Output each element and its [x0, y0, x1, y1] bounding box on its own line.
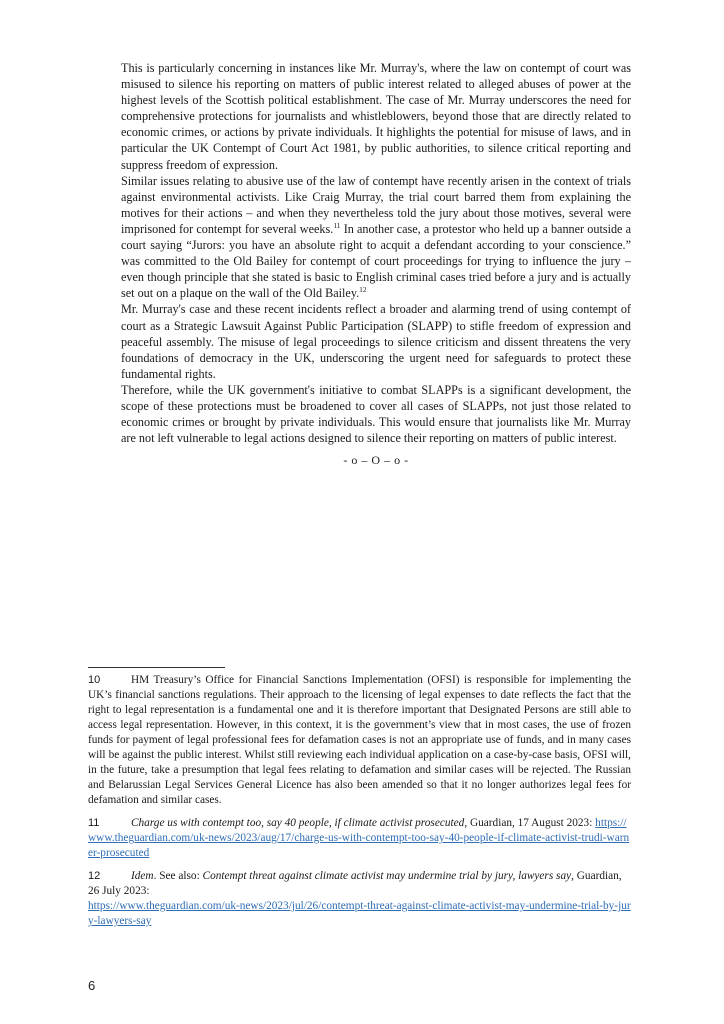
body-text [121, 60, 631, 468]
paragraph-2-part-1: Similar issues relating to abusive use of the law of contempt have recently arisen in the context of trials against environmental activists. Like Craig Murray, the trial court barred them from explaining the motives for their actions – and when they nevertheless told the jury about those motives, several were imprisoned for contempt for several weeks. [121, 173, 631, 236]
paragraph-4: Therefore, while the UK government's initiative to combat SLAPPs is a significant development, the scope of these protections must be broadened to cover all cases of SLAPPs, not just those related to economic crimes or brought by private individuals. This would ensure that journalists like Mr. Murray are not left vulnerable to legal actions designed to silence their reporting on matters of public interest. [121, 382, 631, 446]
footnote-source: , Guardian, 26 July 2023: [88, 870, 622, 897]
footnote-number: 12 [88, 870, 101, 882]
footnote-divider [88, 667, 225, 668]
footnote-article-title: Contempt threat against climate activist may undermine trial by jury, lawyers say [202, 870, 572, 882]
footnote-link[interactable]: https://www.theguardian.com/uk-news/2023/aug/17/charge-us-with-contempt-too-say-40-people-if-climate-activist-trudi-warner-prosecuted [88, 817, 630, 859]
footnote-article-title: Charge us with contempt too, say 40 people, if climate activist prosecuted [131, 817, 465, 829]
footnote-number: 10 [88, 674, 101, 686]
footnote-idem: Idem [131, 870, 154, 882]
paragraph-3: Mr. Murray's case and these recent incidents reflect a broader and alarming trend of using contempt of court as a Strategic Lawsuit Against Public Participation (SLAPP) to stifle freedom of expression and peaceful assembly. The misuse of legal proceedings to silence criticism and dissent threatens the very foundations of democracy in the UK, underscoring the urgent need for safeguards to protect these fundamental rights. [121, 302, 631, 381]
footnote-source: , Guardian, 17 August 2023: [464, 817, 593, 829]
footnote-11 [88, 816, 631, 861]
paragraph-1: This is particularly concerning in instances like Mr. Murray's, where the law on contempt of court was misused to silence his reporting on matters of public interest related to alleged abuses of power at the highest levels of the Scottish political establishment. The case of Mr. Murray underscores the need for comprehensive protections for journalists and whistleblowers, beyond those that are directly related to economic crimes, or actions by private individuals. It highlights the potential for misuse of laws, and in particular the UK Contempt of Court Act 1981, by public authorities, to silence critical reporting and suppress freedom of expression. [121, 61, 631, 172]
footnote-12 [88, 869, 631, 929]
section-separator: - o – O – o - [343, 453, 409, 468]
footnote-see-also: . See also: [153, 870, 203, 882]
footnotes [88, 673, 631, 937]
footnote-text: HM Treasury’s Office for Financial Sanctions Implementation (OFSI) is responsible for implementing the UK’s financial sanctions regulations. Their approach to the licensing of legal expenses to date reflects the fact that the right to legal representation is a fundamental one and it is therefore important that Designated Persons are still able to access legal representation. However, in this context, it is the government’s view that in most cases, the use of frozen funds for payment of legal professional fees for defamation cases is not an appropriate use of funds, and in many cases will be against the public interest. Whilst still reviewing each individual application on a case-by-case basis, OFSI will, in the future, take a presumption that legal fees relating to defamation and similar cases will be rejected. The Russian and Belarussian Legal Services General Licence has also been amended so that it no longer authorizes legal fees for defamation and similar cases. [88, 674, 631, 806]
footnote-ref-12[interactable]: 12 [359, 285, 367, 295]
paragraph-2-part-2: In another case, a protestor who held up a banner outside a court saying “Jurors: you have an absolute right to acquit a defendant according to your conscience.” was committed to the Old Bailey for contempt of court proceedings for trying to influence the jury – even though principle that she stated is basic to English criminal cases tried before a jury and is actually set out on a plaque on the wall of the Old Bailey. [121, 221, 632, 301]
paragraph-2 [121, 173, 631, 302]
footnote-number: 11 [88, 817, 100, 829]
footnote-10 [88, 673, 631, 808]
footnote-ref-11[interactable]: 11 [333, 220, 341, 230]
footnote-link[interactable]: https://www.theguardian.com/uk-news/2023/jul/26/contempt-threat-against-climate-activist-may-undermine-trial-by-jury-lawyers-say [88, 900, 631, 927]
page-number: 6 [88, 978, 96, 993]
